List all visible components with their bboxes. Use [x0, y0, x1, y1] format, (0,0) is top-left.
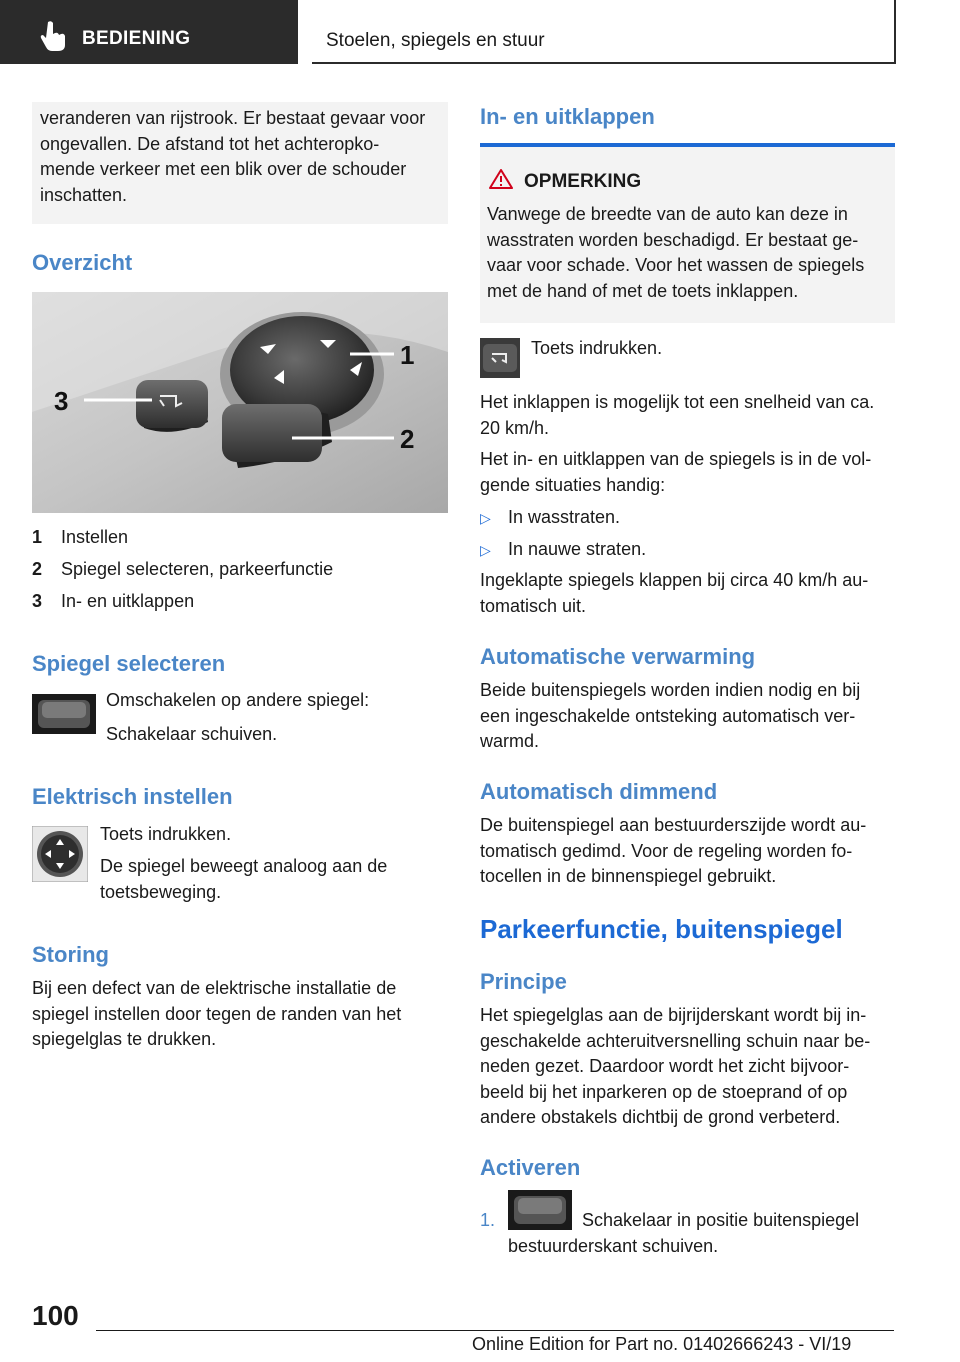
text-line: inschatten.	[40, 184, 128, 205]
text-line: gende situaties handig:	[480, 474, 666, 495]
parkeerfunctie-heading: Parkeerfunctie, buitenspiegel	[480, 914, 843, 944]
warning-triangle-icon	[488, 168, 514, 190]
legend-text: Spiegel selecteren, parkeerfunctie	[61, 559, 334, 579]
dimmend-heading: Automatisch dimmend	[480, 779, 718, 804]
elektrisch-text-1: Toets indrukken.	[100, 824, 232, 844]
legend-item	[32, 525, 42, 551]
text-line: 20 km/h.	[480, 417, 550, 438]
bullet-item	[480, 505, 491, 532]
text-line: neden gezet. Daardoor wordt het zicht bijvoor‐	[480, 1056, 850, 1076]
verwarming-text	[480, 678, 896, 755]
step-number: 1.	[480, 1210, 496, 1230]
spiegel-selecteren-heading: Spiegel selecteren	[32, 651, 226, 676]
triangle-bullet-icon: ▷	[480, 510, 491, 526]
opmerking-text	[487, 202, 891, 304]
figure-callout-3: 3	[54, 386, 69, 416]
legend-number: 2	[32, 559, 43, 579]
text-line: andere obstakels dichtbij de grond verbeterd.	[480, 1107, 841, 1127]
text-line: ongevallen. De afstand tot het achteropko‐	[40, 133, 380, 154]
overzicht-heading: Overzicht	[32, 250, 133, 275]
text-line: spiegelglas te drukken.	[32, 1029, 217, 1049]
header-chapter-title: Stoelen, spiegels en stuur	[326, 30, 545, 51]
mirror-controls-figure	[32, 292, 448, 513]
text-line: Vanwege de breedte van de auto kan deze in	[487, 204, 848, 224]
legend-number: 3	[32, 591, 43, 611]
elektrisch-instellen-heading: Elektrisch instellen	[32, 784, 233, 809]
verwarming-heading: Automatische verwarming	[480, 644, 756, 669]
activeren-heading: Activeren	[480, 1155, 581, 1180]
warning-continued-text	[40, 106, 444, 208]
triangle-bullet-icon: ▷	[480, 542, 491, 558]
elektrisch-text-2	[100, 854, 387, 905]
text-line: Ingeklapte spiegels klappen bij circa 40 km/h au‐	[480, 570, 869, 590]
principe-heading: Principe	[480, 969, 567, 994]
figure-callout-1: 1	[400, 340, 415, 370]
text-line: beeld bij het inparkeren op de stoeprand of op	[480, 1081, 848, 1102]
text-line: vaar voor schade. Voor het wassen de spiegels	[487, 255, 865, 275]
legend-number: 1	[32, 527, 43, 547]
mirror-fold-button-icon	[480, 338, 520, 378]
storing-heading: Storing	[32, 942, 109, 967]
figure-callout-2: 2	[400, 424, 415, 454]
step-text-line-1: Schakelaar in positie buitenspiegel	[582, 1210, 860, 1230]
text-line: mende verkeer met een blik over de schouder	[40, 159, 407, 179]
text-line: geschakelde achteruitversnelling schuin naar be‐	[480, 1030, 871, 1051]
text-line: warmd.	[480, 731, 540, 751]
mirror-joystick-icon	[32, 826, 88, 882]
storing-text	[32, 976, 448, 1053]
text-line: tomatisch uit.	[480, 595, 587, 616]
text-line: De spiegel beweegt analoog aan de	[100, 856, 388, 876]
text-line: wasstraten worden beschadigd. Er bestaat ge‐	[487, 229, 859, 250]
text-line: tocellen in de binnenspiegel gebruikt.	[480, 866, 777, 886]
text-line: Bij een defect van de elektrische installatie de	[32, 978, 397, 998]
text-line: Het inklappen is mogelijk tot een snelheid van ca.	[480, 392, 875, 412]
text-line: tomatisch gedimd. Voor de regeling worden fo‐	[480, 840, 853, 861]
spiegel-text-2: Schakelaar schuiven.	[106, 724, 278, 744]
spiegel-text-1: Omschakelen op andere spiegel:	[106, 690, 370, 710]
principe-text	[480, 1003, 896, 1131]
mirror-switch-icon	[32, 694, 96, 734]
mirror-switch-icon	[508, 1190, 572, 1230]
text-line: veranderen van rijstrook. Er bestaat gevaar voor	[40, 108, 426, 128]
step-text-line-2: bestuurderskant schuiven.	[508, 1236, 719, 1256]
footer-rule	[96, 1330, 894, 1331]
text-line: een ingeschakelde ontsteking automatisch ver‐	[480, 705, 856, 726]
legend-text: In- en uitklappen	[61, 591, 195, 611]
hand-pointer-icon	[36, 18, 70, 52]
ingeklapt-text	[480, 568, 896, 619]
handig-text	[480, 447, 896, 498]
text-line: Het in- en uitklappen van de spiegels is in de vol‐	[480, 449, 872, 469]
text-line: met de hand of met de toets inklappen.	[487, 280, 799, 301]
legend-item	[32, 589, 42, 615]
bullet-text: In wasstraten.	[508, 507, 621, 527]
toets-text: Toets indrukken.	[531, 338, 663, 358]
text-line: spiegel instellen door tegen de randen van het	[32, 1003, 402, 1024]
dimmend-text	[480, 813, 896, 890]
bullet-text: In nauwe straten.	[508, 539, 647, 559]
page-number: 100	[32, 1300, 79, 1331]
legend-item	[32, 557, 42, 583]
header-section-label: BEDIENING	[82, 28, 191, 49]
text-line: toetsbeweging.	[100, 881, 222, 902]
opmerking-title: OPMERKING	[524, 171, 642, 192]
footer-edition: Online Edition for Part no. 01402666243 - VI/19	[472, 1334, 852, 1354]
text-line: De buitenspiegel aan bestuurderszijde wordt au‐	[480, 815, 867, 835]
text-line: Beide buitenspiegels worden indien nodig en bij	[480, 680, 861, 700]
bullet-item	[480, 537, 491, 564]
inklappen-text	[480, 390, 896, 441]
legend-text: Instellen	[61, 527, 129, 547]
in-uitklappen-heading: In- en uitklappen	[480, 104, 655, 129]
text-line: Het spiegelglas aan de bijrijderskant wordt bij in‐	[480, 1005, 867, 1025]
